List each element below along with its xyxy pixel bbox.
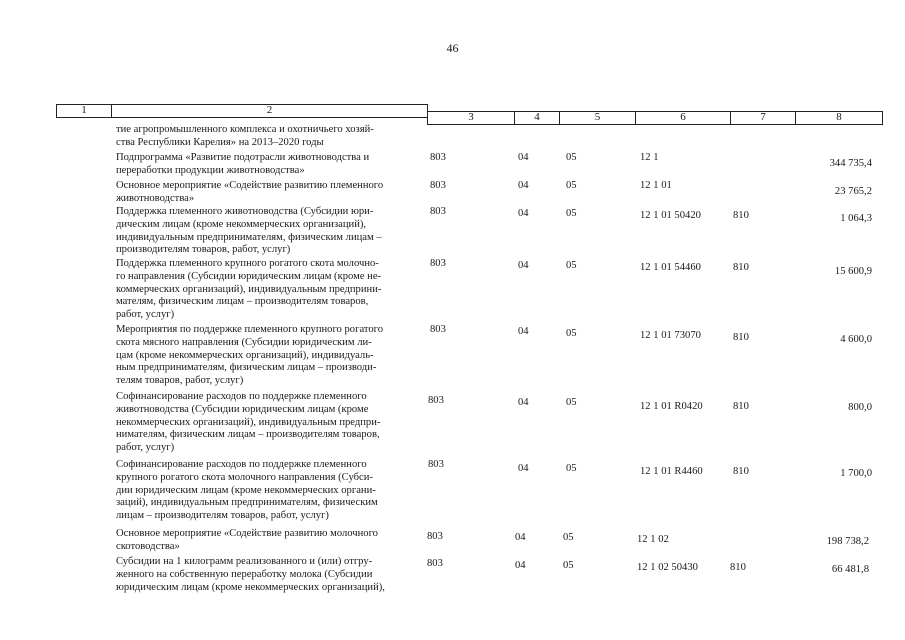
row-admin-code: 803 bbox=[428, 459, 444, 470]
row-subsection: 05 bbox=[566, 397, 577, 408]
row-admin-code: 803 bbox=[427, 558, 443, 569]
row-target-article: 12 1 01 50420 bbox=[640, 210, 701, 221]
row-admin-code: 803 bbox=[430, 206, 446, 217]
row-amount: 198 738,2 bbox=[826, 536, 869, 547]
row-amount: 15 600,9 bbox=[834, 266, 872, 277]
row-admin-code: 803 bbox=[430, 324, 446, 335]
row-section: 04 bbox=[515, 532, 526, 543]
row-admin-code: 803 bbox=[427, 531, 443, 542]
row-description: Софинансирование расходов по поддержке племенного крупного рогатого скота молочного направления (Субси- дии юридическим лицам (кроме некоммерческих органи- заций), индивидуальным предпринимателям, физическим лицам – производителям товаров, работ, услуг) bbox=[116, 459, 378, 522]
row-expense-type: 810 bbox=[733, 332, 749, 343]
row-target-article: 12 1 01 R0420 bbox=[640, 401, 703, 412]
row-admin-code: 803 bbox=[428, 395, 444, 406]
row-description: Основное мероприятие «Содействие развитию молочного скотоводства» bbox=[116, 528, 378, 552]
header-col-6: 6 bbox=[635, 111, 731, 125]
row-amount: 66 481,8 bbox=[831, 564, 869, 575]
header-col-4: 4 bbox=[514, 111, 560, 125]
header-col-3: 3 bbox=[427, 111, 515, 125]
row-subsection: 05 bbox=[563, 560, 574, 571]
header-col-2: 2 bbox=[111, 104, 428, 118]
row-admin-code: 803 bbox=[430, 152, 446, 163]
row-description: Основное мероприятие «Содействие развитию племенного животноводства» bbox=[116, 180, 384, 204]
row-subsection: 05 bbox=[566, 152, 577, 163]
row-expense-type: 810 bbox=[733, 210, 749, 221]
row-section: 04 bbox=[515, 560, 526, 571]
row-amount: 4 600,0 bbox=[840, 334, 872, 345]
row-subsection: 05 bbox=[563, 532, 574, 543]
row-subsection: 05 bbox=[566, 260, 577, 271]
row-subsection: 05 bbox=[566, 463, 577, 474]
row-description: Поддержка племенного крупного рогатого скота молочно- го направления (Субсидии юридическим лицам (кроме не- коммерческих организаций), индивидуальным предприни- мателям, физическим лицам – производителям товаров, работ, услуг) bbox=[116, 258, 382, 321]
row-admin-code: 803 bbox=[430, 180, 446, 191]
row-amount: 23 765,2 bbox=[834, 186, 872, 197]
row-subsection: 05 bbox=[566, 328, 577, 339]
row-amount: 1 064,3 bbox=[840, 213, 872, 224]
header-col-8: 8 bbox=[795, 111, 883, 125]
row-section: 04 bbox=[518, 260, 529, 271]
row-description: Субсидии на 1 килограмм реализованного и (или) отгру- женного на собственную переработку молока (Субсидии юридическим лицам (кроме некоммерческих организаций), bbox=[116, 556, 385, 593]
row-expense-type: 810 bbox=[733, 466, 749, 477]
header-col-7: 7 bbox=[730, 111, 796, 125]
row-amount: 344 735,4 bbox=[829, 158, 872, 169]
row-section: 04 bbox=[518, 397, 529, 408]
row-amount: 1 700,0 bbox=[840, 468, 872, 479]
row-section: 04 bbox=[518, 180, 529, 191]
header-col-5: 5 bbox=[559, 111, 636, 125]
row-description: тие агропромышленного комплекса и охотничьего хозяй- ства Республики Карелия» на 2013–2020 годы bbox=[116, 124, 374, 148]
row-target-article: 12 1 01 bbox=[640, 180, 672, 191]
row-target-article: 12 1 02 bbox=[637, 534, 669, 545]
row-subsection: 05 bbox=[566, 180, 577, 191]
row-section: 04 bbox=[518, 208, 529, 219]
row-description: Софинансирование расходов по поддержке племенного животноводства (Субсидии юридическим лицам (кроме некоммерческих организаций), индивидуальным предпри- нимателям, физическим лицам – производителям товаров, работ, услуг) bbox=[116, 391, 381, 454]
row-target-article: 12 1 02 50430 bbox=[637, 562, 698, 573]
row-expense-type: 810 bbox=[730, 562, 746, 573]
row-description: Подпрограмма «Развитие подотрасли животноводства и переработки продукции животноводства» bbox=[116, 152, 370, 176]
row-description: Мероприятия по поддержке племенного крупного рогатого скота мясного направления (Субсидии юридическим ли- цам (кроме некоммерческих организаций), индивидуаль- ным предпринимателям, физическим лицам – производи- телям товаров, работ, услуг) bbox=[116, 324, 384, 387]
page-number: 46 bbox=[446, 41, 459, 55]
row-expense-type: 810 bbox=[733, 401, 749, 412]
row-section: 04 bbox=[518, 152, 529, 163]
row-section: 04 bbox=[518, 326, 529, 337]
row-admin-code: 803 bbox=[430, 258, 446, 269]
row-section: 04 bbox=[518, 463, 529, 474]
row-amount: 800,0 bbox=[848, 402, 872, 413]
row-target-article: 12 1 01 73070 bbox=[640, 330, 701, 341]
row-target-article: 12 1 01 54460 bbox=[640, 262, 701, 273]
header-col-1: 1 bbox=[56, 104, 112, 118]
row-description: Поддержка племенного животноводства (Субсидии юри- дическим лицам (кроме некоммерческих организаций), индивидуальным предпринимателям, физическим лицам – производителям товаров, работ, услуг) bbox=[116, 206, 382, 256]
row-subsection: 05 bbox=[566, 208, 577, 219]
row-target-article: 12 1 bbox=[640, 152, 659, 163]
row-expense-type: 810 bbox=[733, 262, 749, 273]
row-target-article: 12 1 01 R4460 bbox=[640, 466, 703, 477]
